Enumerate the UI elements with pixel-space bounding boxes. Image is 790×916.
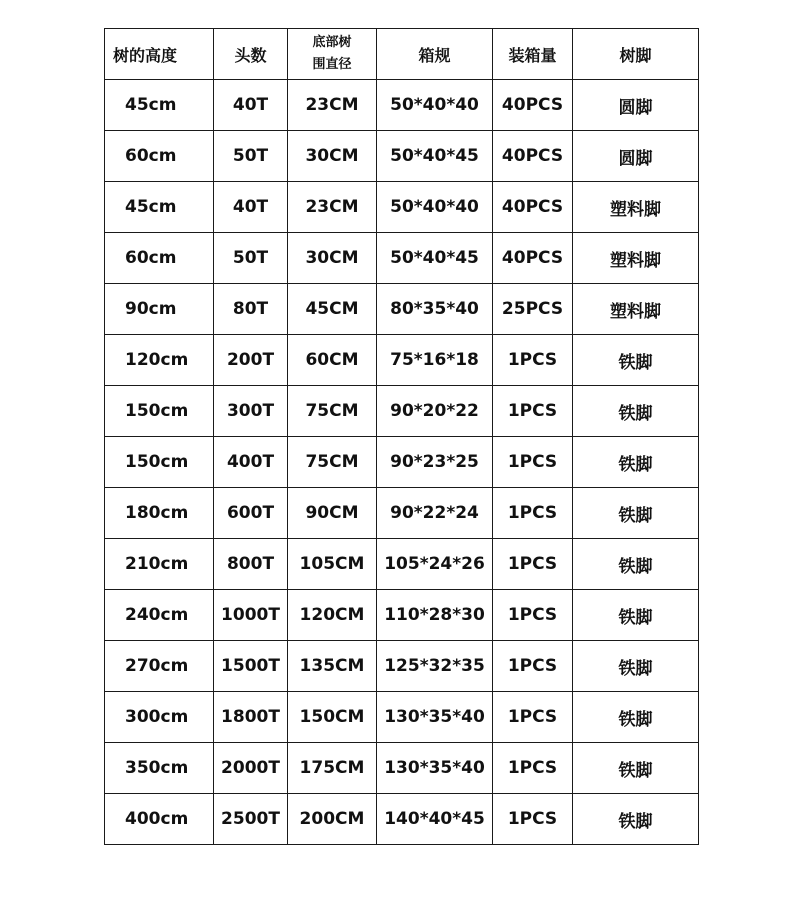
cell-heads: 1800T <box>214 692 288 743</box>
table-row <box>105 692 699 743</box>
cell-height: 45cm <box>105 80 214 131</box>
cell-height: 400cm <box>105 794 214 845</box>
cell-height: 300cm <box>105 692 214 743</box>
cell-box: 105*24*26 <box>377 539 493 590</box>
cell-heads: 200T <box>214 335 288 386</box>
cell-box: 125*32*35 <box>377 641 493 692</box>
cell-height: 240cm <box>105 590 214 641</box>
header-heads: 头数 <box>214 29 288 80</box>
cell-heads: 400T <box>214 437 288 488</box>
cell-box: 75*16*18 <box>377 335 493 386</box>
table-row <box>105 335 699 386</box>
cell-heads: 300T <box>214 386 288 437</box>
cell-box: 130*35*40 <box>377 743 493 794</box>
cell-diameter: 175CM <box>288 743 377 794</box>
cell-height: 150cm <box>105 386 214 437</box>
cell-foot: 圆脚 <box>573 80 699 131</box>
cell-qty: 1PCS <box>493 335 573 386</box>
table-row <box>105 743 699 794</box>
cell-qty: 40PCS <box>493 80 573 131</box>
table-row <box>105 80 699 131</box>
cell-foot: 铁脚 <box>573 641 699 692</box>
cell-height: 60cm <box>105 233 214 284</box>
cell-box: 50*40*45 <box>377 233 493 284</box>
cell-heads: 80T <box>214 284 288 335</box>
cell-diameter: 45CM <box>288 284 377 335</box>
cell-heads: 600T <box>214 488 288 539</box>
cell-qty: 1PCS <box>493 743 573 794</box>
cell-diameter: 105CM <box>288 539 377 590</box>
cell-box: 90*22*24 <box>377 488 493 539</box>
table-body <box>105 80 699 845</box>
cell-foot: 塑料脚 <box>573 233 699 284</box>
cell-foot: 塑料脚 <box>573 284 699 335</box>
cell-qty: 1PCS <box>493 488 573 539</box>
table-row <box>105 539 699 590</box>
cell-heads: 50T <box>214 131 288 182</box>
cell-diameter: 120CM <box>288 590 377 641</box>
table-row <box>105 284 699 335</box>
cell-qty: 40PCS <box>493 182 573 233</box>
table-row <box>105 233 699 284</box>
cell-foot: 铁脚 <box>573 539 699 590</box>
cell-qty: 1PCS <box>493 641 573 692</box>
table-row <box>105 590 699 641</box>
cell-foot: 铁脚 <box>573 437 699 488</box>
cell-qty: 1PCS <box>493 590 573 641</box>
cell-height: 60cm <box>105 131 214 182</box>
cell-diameter: 23CM <box>288 182 377 233</box>
table-header-row <box>105 29 699 80</box>
table-row <box>105 131 699 182</box>
cell-height: 210cm <box>105 539 214 590</box>
cell-qty: 40PCS <box>493 233 573 284</box>
header-qty: 装箱量 <box>493 29 573 80</box>
cell-height: 350cm <box>105 743 214 794</box>
cell-qty: 1PCS <box>493 692 573 743</box>
cell-diameter: 200CM <box>288 794 377 845</box>
cell-diameter: 75CM <box>288 386 377 437</box>
cell-diameter: 135CM <box>288 641 377 692</box>
cell-heads: 50T <box>214 233 288 284</box>
cell-height: 120cm <box>105 335 214 386</box>
cell-foot: 塑料脚 <box>573 182 699 233</box>
spec-table <box>104 28 699 845</box>
cell-box: 130*35*40 <box>377 692 493 743</box>
cell-foot: 铁脚 <box>573 692 699 743</box>
cell-qty: 1PCS <box>493 539 573 590</box>
table-row <box>105 386 699 437</box>
cell-heads: 2000T <box>214 743 288 794</box>
table-row <box>105 488 699 539</box>
cell-heads: 2500T <box>214 794 288 845</box>
cell-qty: 40PCS <box>493 131 573 182</box>
cell-diameter: 30CM <box>288 131 377 182</box>
cell-heads: 40T <box>214 182 288 233</box>
cell-box: 90*23*25 <box>377 437 493 488</box>
table-row <box>105 437 699 488</box>
cell-heads: 1000T <box>214 590 288 641</box>
header-height: 树的高度 <box>105 29 214 80</box>
cell-diameter: 150CM <box>288 692 377 743</box>
cell-box: 140*40*45 <box>377 794 493 845</box>
cell-height: 90cm <box>105 284 214 335</box>
cell-qty: 25PCS <box>493 284 573 335</box>
cell-foot: 铁脚 <box>573 590 699 641</box>
table-row <box>105 641 699 692</box>
header-diameter <box>288 29 377 80</box>
header-box: 箱规 <box>377 29 493 80</box>
cell-diameter: 60CM <box>288 335 377 386</box>
header-foot: 树脚 <box>573 29 699 80</box>
cell-qty: 1PCS <box>493 794 573 845</box>
cell-height: 45cm <box>105 182 214 233</box>
cell-diameter: 90CM <box>288 488 377 539</box>
cell-foot: 铁脚 <box>573 386 699 437</box>
cell-box: 90*20*22 <box>377 386 493 437</box>
cell-height: 150cm <box>105 437 214 488</box>
cell-qty: 1PCS <box>493 437 573 488</box>
cell-heads: 1500T <box>214 641 288 692</box>
cell-qty: 1PCS <box>493 386 573 437</box>
cell-heads: 800T <box>214 539 288 590</box>
cell-diameter: 30CM <box>288 233 377 284</box>
cell-diameter: 75CM <box>288 437 377 488</box>
cell-foot: 铁脚 <box>573 743 699 794</box>
cell-diameter: 23CM <box>288 80 377 131</box>
cell-foot: 铁脚 <box>573 488 699 539</box>
cell-foot: 圆脚 <box>573 131 699 182</box>
cell-foot: 铁脚 <box>573 335 699 386</box>
cell-heads: 40T <box>214 80 288 131</box>
cell-box: 50*40*40 <box>377 80 493 131</box>
table-row <box>105 794 699 845</box>
cell-box: 80*35*40 <box>377 284 493 335</box>
header-diameter-text: 底部树围直径 <box>312 35 352 72</box>
cell-box: 110*28*30 <box>377 590 493 641</box>
cell-height: 180cm <box>105 488 214 539</box>
cell-height: 270cm <box>105 641 214 692</box>
cell-foot: 铁脚 <box>573 794 699 845</box>
table-row <box>105 182 699 233</box>
cell-box: 50*40*45 <box>377 131 493 182</box>
cell-box: 50*40*40 <box>377 182 493 233</box>
